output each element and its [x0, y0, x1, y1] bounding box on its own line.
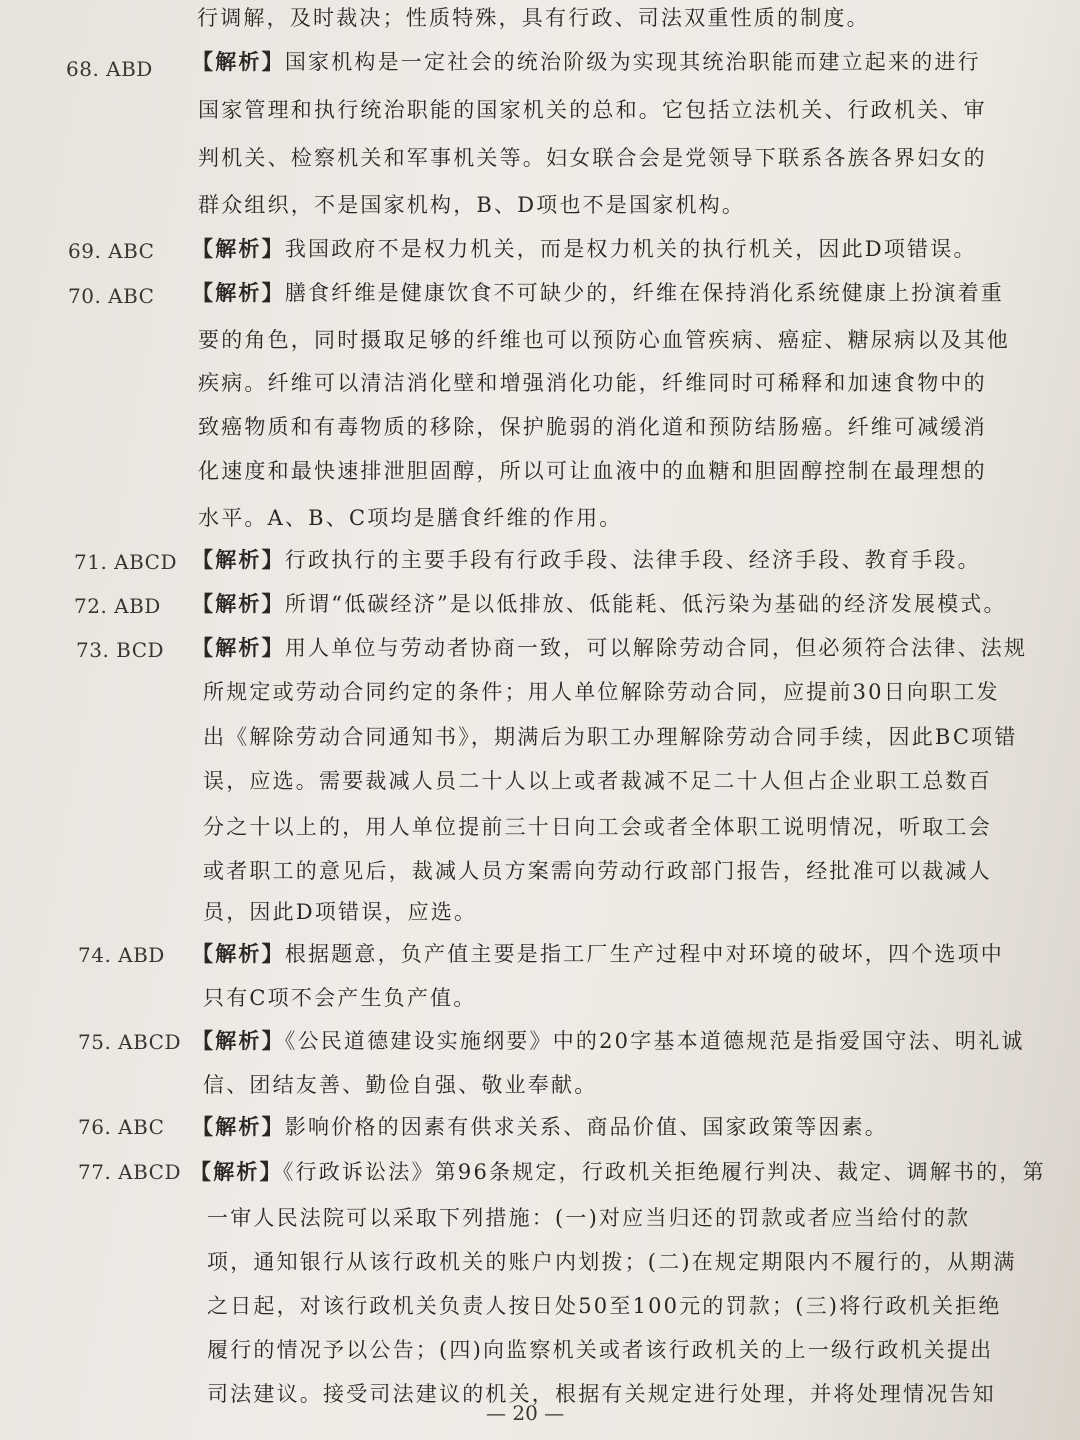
entry-72-line-1: 【解析】所谓“低碳经济”是以低排放、低能耗、低污染为基础的经济发展模式。 — [192, 591, 1007, 616]
entry-72-number: 72. ABD — [74, 594, 161, 618]
entry-74-line-2: 只有C项不会产生负产值。 — [203, 986, 477, 1010]
entry-68-line-1: 【解析】国家机构是一定社会的统治阶级为实现其统治职能而建立起来的进行 — [192, 49, 981, 74]
entry-73-line-6: 或者职工的意见后，裁减人员方案需向劳动行政部门报告，经批准可以裁减人 — [203, 859, 992, 883]
entry-73-line-2: 所规定或劳动合同约定的条件；用人单位解除劳动合同，应提前30日向职工发 — [203, 680, 1000, 704]
entry-68-line-2: 国家管理和执行统治职能的国家机关的总和。它包括立法机关、行政机关、审 — [198, 98, 987, 122]
entry-70-line-2: 要的角色，同时摄取足够的纤维也可以预防心血管疾病、癌症、糖尿病以及其他 — [198, 328, 1010, 352]
entry-70-line-1: 【解析】膳食纤维是健康饮食不可缺少的，纤维在保持消化系统健康上扮演着重 — [192, 280, 1005, 305]
entry-73-line-1: 【解析】用人单位与劳动者协商一致，可以解除劳动合同，但必须符合法律、法规 — [192, 635, 1028, 660]
analysis-tag: 【解析】 — [190, 1159, 283, 1184]
entry-77-line-6: 司法建议。接受司法建议的机关，根据有关规定进行处理，并将处理情况告知 — [207, 1382, 996, 1406]
entry-77-line-3: 项，通知银行从该行政机关的账户内划拨；(二)在规定期限内不履行的，从期满 — [207, 1250, 1017, 1274]
entry-75-line-2: 信、团结友善、勤俭自强、敬业奉献。 — [203, 1073, 598, 1097]
entry-76-number: 76. ABC — [78, 1115, 165, 1139]
entry-75-number: 75. ABCD — [78, 1030, 182, 1054]
entry-73-line-7: 员，因此D项错误，应选。 — [203, 900, 478, 924]
entry-68-number: 68. ABD — [66, 57, 153, 81]
intro-line: 行调解，及时裁决；性质特殊，具有行政、司法双重性质的制度。 — [197, 6, 870, 30]
entry-74-number: 74. ABD — [78, 943, 165, 967]
entry-68-line-4: 群众组织，不是国家机构，B、D项也不是国家机构。 — [198, 193, 746, 217]
analysis-tag: 【解析】 — [192, 1028, 285, 1053]
analysis-tag: 【解析】 — [192, 49, 285, 74]
entry-74-line-1: 【解析】根据题意，负产值主要是指工厂生产过程中对环境的破坏，四个选项中 — [192, 941, 1005, 966]
entry-77-line-2: 一审人民法院可以采取下列措施：(一)对应当归还的罚款或者应当给付的款 — [207, 1206, 971, 1230]
analysis-tag: 【解析】 — [192, 635, 285, 660]
entry-77-line-4: 之日起，对该行政机关负责人按日处50至100元的罚款；(三)将行政机关拒绝 — [207, 1294, 1002, 1318]
entry-69-number: 69. ABC — [68, 239, 155, 263]
entry-70-line-3: 疾病。纤维可以清洁消化壁和增强消化功能，纤维同时可稀释和加速食物中的 — [198, 371, 987, 395]
analysis-tag: 【解析】 — [192, 941, 285, 966]
entry-70-line-6: 水平。A、B、C项均是膳食纤维的作用。 — [198, 506, 623, 530]
entry-70-line-5: 化速度和最快速排泄胆固醇，所以可让血液中的血糖和胆固醇控制在最理想的 — [198, 459, 987, 483]
entry-69-line-1: 【解析】我国政府不是权力机关，而是权力机关的执行机关，因此D项错误。 — [192, 236, 977, 261]
entry-75-line-1: 【解析】《公民道德建设实施纲要》中的20字基本道德规范是指爱国守法、明礼诚 — [192, 1028, 1025, 1053]
entry-68-line-3: 判机关、检察机关和军事机关等。妇女联合会是党领导下联系各族各界妇女的 — [198, 146, 987, 170]
entry-71-number: 71. ABCD — [74, 550, 178, 574]
entry-77-line-5: 履行的情况予以公告；(四)向监察机关或者该行政机关的上一级行政机关提出 — [207, 1338, 994, 1362]
entry-77-line-1: 【解析】《行政诉讼法》第96条规定，行政机关拒绝履行判决、裁定、调解书的，第 — [190, 1159, 1046, 1184]
analysis-tag: 【解析】 — [192, 280, 285, 305]
page-number: — 20 — — [486, 1401, 565, 1425]
entry-73-line-4: 误，应选。需要裁减人员二十人以上或者裁减不足二十人但占企业职工总数百 — [203, 769, 992, 793]
entry-73-number: 73. BCD — [76, 638, 165, 662]
entry-71-line-1: 【解析】行政执行的主要手段有行政手段、法律手段、经济手段、教育手段。 — [192, 547, 981, 572]
analysis-tag: 【解析】 — [192, 1114, 285, 1139]
analysis-tag: 【解析】 — [192, 236, 285, 261]
analysis-tag: 【解析】 — [192, 547, 285, 572]
entry-70-number: 70. ABC — [68, 284, 155, 308]
entry-77-number: 77. ABCD — [78, 1160, 182, 1184]
analysis-tag: 【解析】 — [192, 591, 285, 616]
entry-73-line-3: 出《解除劳动合同通知书》，期满后为职工办理解除劳动合同手续，因此BC项错 — [203, 725, 1018, 749]
entry-70-line-4: 致癌物质和有毒物质的移除，保护脆弱的消化道和预防结肠癌。纤维可减缓消 — [198, 415, 987, 439]
entry-73-line-5: 分之十以上的，用人单位提前三十日向工会或者全体职工说明情况，听取工会 — [203, 815, 992, 839]
entry-76-line-1: 【解析】影响价格的因素有供求关系、商品价值、国家政策等因素。 — [192, 1114, 889, 1139]
